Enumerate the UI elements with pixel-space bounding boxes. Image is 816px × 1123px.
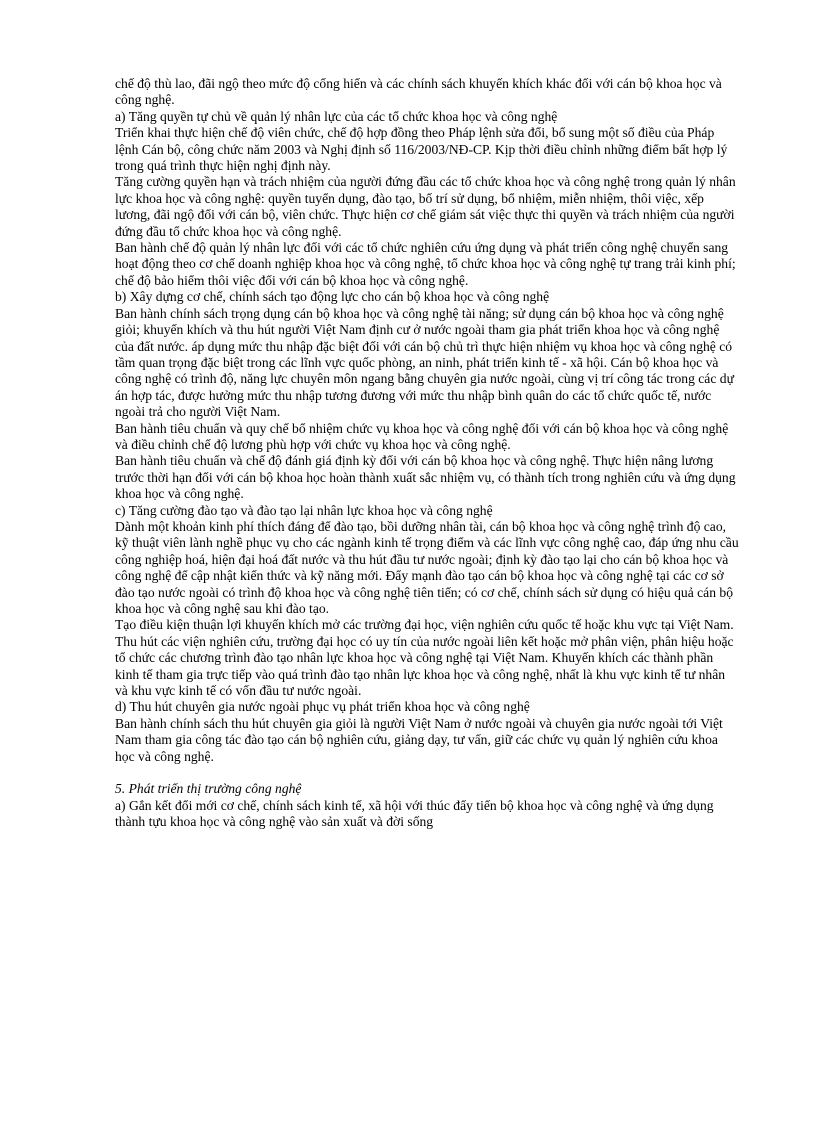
- paragraph: Tạo điều kiện thuận lợi khuyến khích mở các trường đại học, viện nghiên cứu quốc tế hoặc khu vực tại Việt Nam. Thu hút các viện nghiên cứu, trường đại học có uy tín của nước ngoài liên kết hoặc mở phân viện, phân hiệu hoặc tổ chức các chương trình đào tạo nhân lực khoa học và công nghệ tại Việt Nam. Khuyến khích các thành phần kinh tế tham gia trực tiếp vào quá trình đào tạo nhân lực khoa học và công nghệ, nhất là khu vực kinh tế tư nhân và khu vực kinh tế có vốn đầu tư nước ngoài.: [115, 617, 734, 699]
- paragraph: Dành một khoản kinh phí thích đáng để đào tạo, bồi dưỡng nhân tài, cán bộ khoa học và công nghệ trình độ cao, kỹ thuật viên lành nghề phục vụ cho các ngành kinh tế trọng điểm và các lĩnh vực công nghệ cao, đáp ứng nhu cầu công nghiệp hoá, hiện đại hoá đất nước và thu hút đầu tư nước ngoài; định kỳ đào tạo lại cho cán bộ khoa học và công nghệ để cập nhật kiến thức và kỹ năng mới. Đẩy mạnh đào tạo cán bộ khoa học và công nghệ tại các cơ sở đào tạo nước ngoài có trình độ khoa học và công nghệ tiên tiến; có cơ chế, chính sách sử dụng có hiệu quả cán bộ khoa học và công nghệ sau khi đào tạo.: [115, 518, 739, 616]
- paragraph: Ban hành chính sách trọng dụng cán bộ khoa học và công nghệ tài năng; sử dụng cán bộ khoa học và công nghệ giỏi; khuyến khích và thu hút người Việt Nam định cư ở nước ngoài tham gia phát triển khoa học và công nghệ của đất nước. áp dụng mức thu nhập đặc biệt đối với cán bộ chủ trì thực hiện nhiệm vụ khoa học và công nghệ có tầm quan trọng đặc biệt trong các lĩnh vực quốc phòng, an ninh, phát triển kinh tế - xã hội. Cán bộ khoa học và công nghệ có trình độ, năng lực chuyên môn ngang bằng chuyên gia nước ngoài, cùng vị trí công tác trong các dự án hợp tác, được hưởng mức thu nhập tương đương với mức thu nhập bình quân do các tổ chức quốc tế, nước ngoài trả cho người Việt Nam.: [115, 305, 734, 420]
- subheading-a: a) Tăng quyền tự chủ về quản lý nhân lực của các tổ chức khoa học và công nghệ: [115, 108, 558, 124]
- subheading-d: d) Thu hút chuyên gia nước ngoài phục vụ phát triển khoa học và công nghệ: [115, 699, 530, 715]
- paragraph: Tăng cường quyền hạn và trách nhiệm của người đứng đầu các tổ chức khoa học và công nghệ trong quản lý nhân lực khoa học và công nghệ: quyền tuyển dụng, đào tạo, bố trí sử dụng, bổ nhiệm, miễn nhiệm, thôi việc, xếp lương, đãi ngộ đối với cán bộ, viên chức. Thực hiện cơ chế giám sát việc thực thi quyền và trách nhiệm của người đứng đầu tổ chức khoa học và công nghệ.: [115, 174, 736, 239]
- paragraph: Ban hành chính sách thu hút chuyên gia giỏi là người Việt Nam ở nước ngoài và chuyên gia nước ngoài tới Việt Nam tham gia công tác đào tạo cán bộ nghiên cứu, giảng dạy, tư vấn, giữ các chức vụ quản lý nghiên cứu khoa học và công nghệ.: [115, 715, 723, 764]
- paragraph: a) Gắn kết đổi mới cơ chế, chính sách kinh tế, xã hội với thúc đẩy tiến bộ khoa học và công nghệ và ứng dụng thành tựu khoa học và công nghệ vào sản xuất và đời sống: [115, 797, 714, 830]
- paragraph: Ban hành chế độ quản lý nhân lực đối với các tổ chức nghiên cứu ứng dụng và phát triển công nghệ chuyển sang hoạt động theo cơ chế doanh nghiệp khoa học và công nghệ, tổ chức khoa học và công nghệ tự trang trải kinh phí; chế độ bảo hiểm thôi việc đối với cán bộ khoa học và công nghệ.: [115, 240, 736, 288]
- paragraph: Ban hành tiêu chuẩn và quy chế bổ nhiệm chức vụ khoa học và công nghệ đối với cán bộ khoa học và công nghệ và điều chỉnh chế độ lương phù hợp với chức vụ khoa học và công nghệ.: [115, 420, 729, 452]
- section-heading: 5. Phát triển thị trường công nghệ: [115, 781, 302, 797]
- subheading-c: c) Tăng cường đào tạo và đào tạo lại nhân lực khoa học và công nghệ: [115, 502, 493, 518]
- paragraph: chế độ thù lao, đãi ngộ theo mức độ cống hiến và các chính sách khuyến khích khác đối với cán bộ khoa học và công nghệ.: [115, 76, 722, 108]
- subheading-b: b) Xây dựng cơ chế, chính sách tạo động lực cho cán bộ khoa học và công nghệ: [115, 289, 550, 305]
- paragraph: Triển khai thực hiện chế độ viên chức, chế độ hợp đồng theo Pháp lệnh sửa đổi, bổ sung một số điều của Pháp lệnh Cán bộ, công chức năm 2003 và Nghị định số 116/2003/NĐ-CP. Kịp thời điều chỉnh những điểm bất hợp lý trong quá trình thực hiện nghị định này.: [115, 125, 728, 174]
- paragraph: Ban hành tiêu chuẩn và chế độ đánh giá định kỳ đối với cán bộ khoa học và công nghệ. Thực hiện nâng lương trước thời hạn đối với cán bộ khoa học hoàn thành xuất sắc nhiệm vụ, có thành tích trong nghiên cứu và ứng dụng khoa học và công nghệ.: [115, 453, 736, 502]
- document-page: [115, 76, 740, 831]
